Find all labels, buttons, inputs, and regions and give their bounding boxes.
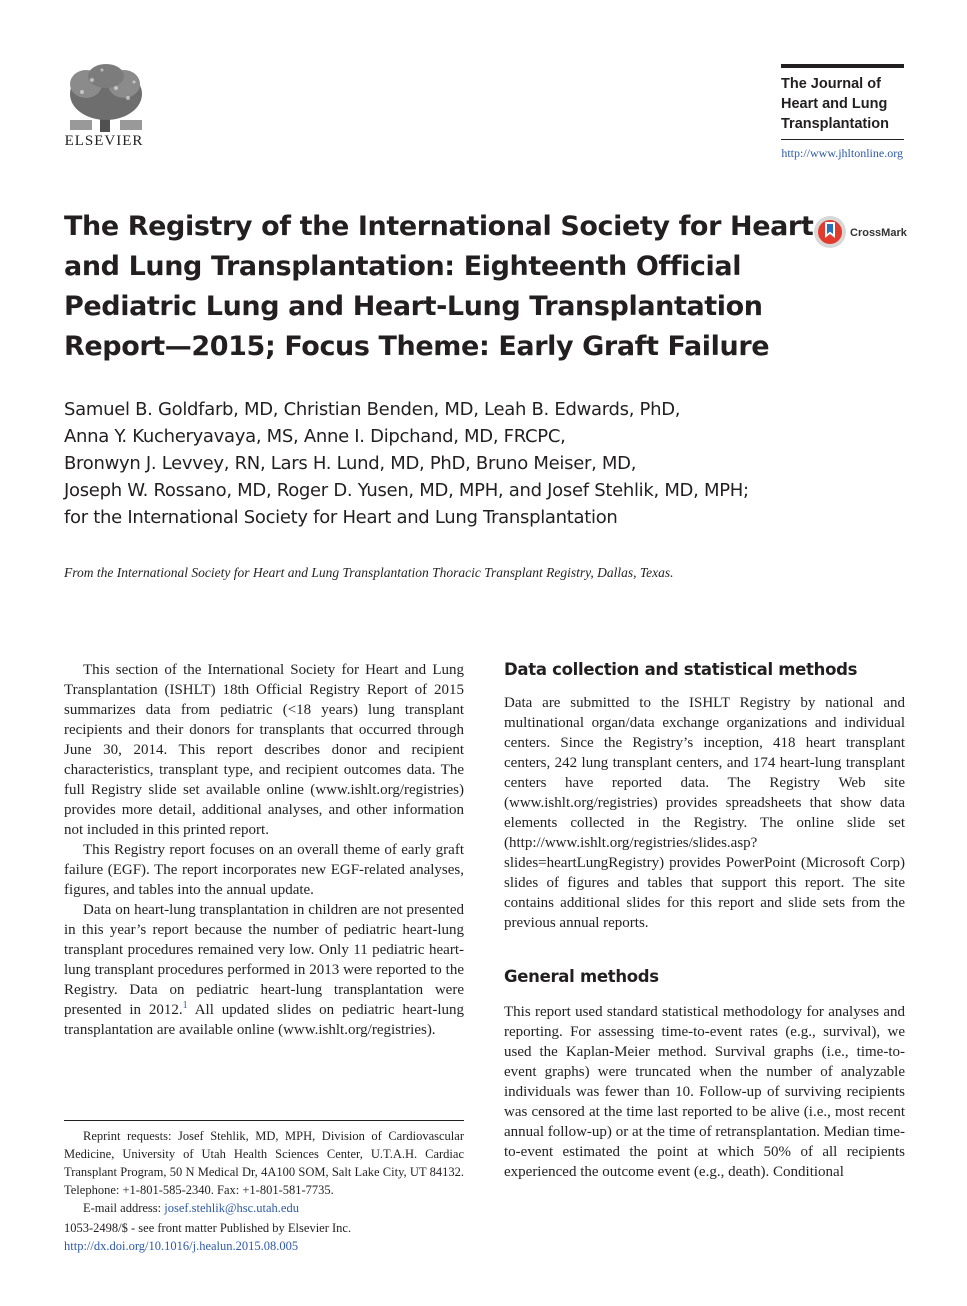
data-collection-paragraph: Data are submitted to the ISHLT Registry by national and multinational organ/data exchange organizations and individual centers. Since the Registry’s inception, 418 heart transplant centers, 242 lung transplant centers, and 174 heart-lung transplant centers have reported data. The Registry Web site (www.ishlt.org/registries) provides spreadsheets that show data elements collected in the Registry. The online slide set (http://www.ishlt.org/registries/slides.asp?slides=heartLungRegistry) provides PowerPoint (Microsoft Corp) slides of figures and tables that support this report. The site contains additional slides for this report and slide sets from the previous annual reports. xyxy=(504,695,905,931)
email-link[interactable]: josef.stehlik@hsc.utah.edu xyxy=(164,1201,299,1215)
author-line: for the International Society for Heart and Lung Transplantation xyxy=(64,507,618,528)
author-list xyxy=(64,396,884,531)
title-line: Report—2015; Focus Theme: Early Graft Failure xyxy=(64,331,770,362)
author-line: Bronwyn J. Levvey, RN, Lars H. Lund, MD, PhD, Bruno Meiser, MD, xyxy=(64,453,637,474)
reprint-footnote xyxy=(64,1127,464,1217)
section-heading-general-methods: General methods xyxy=(504,967,659,986)
journal-url-link[interactable]: http://www.jhltonline.org xyxy=(781,146,903,160)
journal-name xyxy=(781,74,921,134)
publisher-wordmark: ELSEVIER xyxy=(64,133,144,149)
email-label: E-mail address: xyxy=(83,1201,165,1215)
heart-lung-paragraph xyxy=(64,900,464,1040)
right-column xyxy=(504,660,905,1182)
journal-name-line: Transplantation xyxy=(781,116,889,132)
title-line: Pediatric Lung and Heart-Lung Transplantation xyxy=(64,291,763,322)
author-line: Samuel B. Goldfarb, MD, Christian Benden, MD, Leah B. Edwards, PhD, xyxy=(64,399,681,420)
section-heading-data-collection: Data collection and statistical methods xyxy=(504,660,858,679)
footnote-rule xyxy=(64,1120,464,1121)
journal-name-line: Heart and Lung xyxy=(781,96,888,112)
title-line: and Lung Transplantation: Eighteenth Official xyxy=(64,251,742,282)
article-title xyxy=(64,207,814,367)
journal-bottom-rule xyxy=(781,139,904,140)
crossmark-label[interactable]: CrossMark xyxy=(850,227,907,239)
journal-top-rule xyxy=(781,64,904,68)
title-line: The Registry of the International Society for Heart xyxy=(64,211,814,242)
left-column xyxy=(64,660,464,1040)
heart-lung-text-a: Data on heart-lung transplantation in children are not presented in this year’s report because the number of pediatric heart-lung transplant procedures remained very low. Only 11 pediatric heart-lung transplant procedures performed in 2013 were reported to the Registry. Data on pediatric heart-lung transplantation were presented in 2012. xyxy=(64,902,464,1018)
heart-lung-text-b: All updated slides on pediatric heart-lung transplantation are available online (www.ishlt.org/registries). xyxy=(64,1002,464,1038)
email-line xyxy=(64,1199,464,1217)
doi-link[interactable]: http://dx.doi.org/10.1016/j.healun.2015.08.005 xyxy=(64,1239,299,1253)
author-line: Joseph W. Rossano, MD, Roger D. Yusen, MD, MPH, and Josef Stehlik, MD, MPH; xyxy=(64,480,749,501)
general-methods-paragraph: This report used standard statistical methodology for analyses and reporting. For assessing time-to-event rates (e.g., survival), we used the Kaplan-Meier method. Survival graphs (i.e., time-to-event graphs) were truncated when the number of analyzable individuals was fewer than 10. Follow-up of surviving recipients was censored at the time last reported to be alive (i.e., most recent annual follow-up) or at the time of retransplantation. Median time-to-event estimated the point at which 50% of all recipients experienced the outcome event (e.g., death). Conditional xyxy=(504,1004,905,1180)
author-line: Anna Y. Kucheryavaya, MS, Anne I. Dipchand, MD, FRCPC, xyxy=(64,426,566,447)
affiliation: From the International Society for Heart and Lung Transplantation Thoracic Transplant Registry, Dallas, Texas. xyxy=(64,565,674,580)
journal-name-line: The Journal of xyxy=(781,76,881,92)
focus-paragraph: This Registry report focuses on an overall theme of early graft failure (EGF). The report incorporates new EGF-related analyses, figures, and tables into the annual update. xyxy=(64,842,464,898)
reprint-requests: Reprint requests: Josef Stehlik, MD, MPH, Division of Cardiovascular Medicine, University of Utah Health Sciences Center, U.T.A.H. Cardiac Transplant Program, 50 N Medical Dr, 4A100 SOM, Salt Lake City, UT 84132. Telephone: +1-801-585-2340. Fax: +1-801-581-7735. xyxy=(64,1129,464,1197)
issn-block xyxy=(64,1219,464,1255)
reference-1-link[interactable]: 1 xyxy=(182,1000,188,1011)
intro-paragraph: This section of the International Society for Heart and Lung Transplantation (ISHLT) 18th Official Registry Report of 2015 summarizes data from pediatric (<18 years) lung transplant recipients and their donors for transplants that occurred through June 30, 2014. This report describes donor and recipient characteristics, transplant type, and recipient outcomes data. The full Registry slide set available online (www.ishlt.org/registries) provides more detail, additional analyses, and other information not included in this printed report. xyxy=(64,662,464,838)
issn-line: 1053-2498/$ - see front matter Published by Elsevier Inc. xyxy=(64,1221,352,1235)
